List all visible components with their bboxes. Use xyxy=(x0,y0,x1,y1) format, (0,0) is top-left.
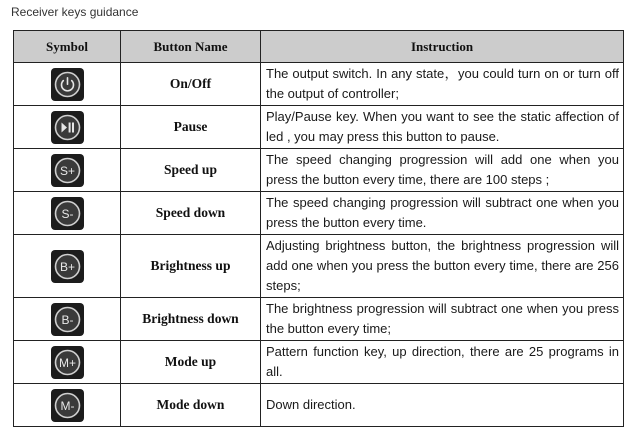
table-row xyxy=(14,341,624,384)
table-row xyxy=(14,63,624,106)
column-header-symbol: Symbol xyxy=(14,31,121,63)
play-pause-icon xyxy=(51,111,84,144)
speed-up-icon-label: S+ xyxy=(59,163,75,178)
brightness-up-icon xyxy=(51,250,84,283)
table-header-row xyxy=(14,31,624,63)
table-row xyxy=(14,384,624,427)
symbol-cell xyxy=(14,235,121,298)
symbol-cell xyxy=(14,63,121,106)
page-title: Receiver keys guidance xyxy=(11,5,139,19)
table-row xyxy=(14,149,624,192)
instruction-cell: Pattern function key, up direction, there are 25 programs in all. xyxy=(261,341,624,384)
table-row xyxy=(14,235,624,298)
button-name-cell: Mode down xyxy=(121,384,261,427)
symbol-cell xyxy=(14,106,121,149)
button-name-cell: Brightness down xyxy=(121,298,261,341)
symbol-cell xyxy=(14,298,121,341)
instruction-cell: The output switch. In any state，you could turn on or turn off the output of controller; xyxy=(261,63,624,106)
button-name-cell: Speed down xyxy=(121,192,261,235)
instruction-cell: The brightness progression will subtract one when you press the button every time; xyxy=(261,298,624,341)
brightness-down-icon xyxy=(51,303,84,336)
speed-down-icon-label: S- xyxy=(61,206,73,221)
mode-up-icon xyxy=(51,346,84,379)
mode-up-icon-label: M+ xyxy=(58,355,76,370)
instruction-cell: The speed changing progression will subtract one when you press the button every time. xyxy=(261,192,624,235)
column-header-button-name: Button Name xyxy=(121,31,261,63)
button-name-cell: Pause xyxy=(121,106,261,149)
mode-down-icon-label: M- xyxy=(60,398,74,413)
speed-down-icon xyxy=(51,197,84,230)
column-header-instruction: Instruction xyxy=(261,31,624,63)
symbol-cell xyxy=(14,341,121,384)
instruction-cell: Adjusting brightness button, the brightness progression will add one when you press the button every time, there are 256 steps; xyxy=(261,235,624,298)
brightness-down-icon-label: B- xyxy=(61,312,73,327)
mode-down-icon xyxy=(51,389,84,422)
instruction-cell: The speed changing progression will add one when you press the button every time, there are 100 steps ; xyxy=(261,149,624,192)
speed-up-icon xyxy=(51,154,84,187)
symbol-cell xyxy=(14,192,121,235)
button-name-cell: On/Off xyxy=(121,63,261,106)
instruction-cell: Down direction. xyxy=(261,384,624,427)
button-name-cell: Speed up xyxy=(121,149,261,192)
brightness-up-icon-label: B+ xyxy=(59,259,75,274)
button-name-cell: Brightness up xyxy=(121,235,261,298)
receiver-keys-table xyxy=(13,30,624,427)
table-row xyxy=(14,298,624,341)
instruction-cell: Play/Pause key. When you want to see the static affection of led , you may press this button to pause. xyxy=(261,106,624,149)
power-icon xyxy=(51,68,84,101)
symbol-cell xyxy=(14,149,121,192)
button-name-cell: Mode up xyxy=(121,341,261,384)
symbol-cell xyxy=(14,384,121,427)
table-row xyxy=(14,192,624,235)
table-row xyxy=(14,106,624,149)
